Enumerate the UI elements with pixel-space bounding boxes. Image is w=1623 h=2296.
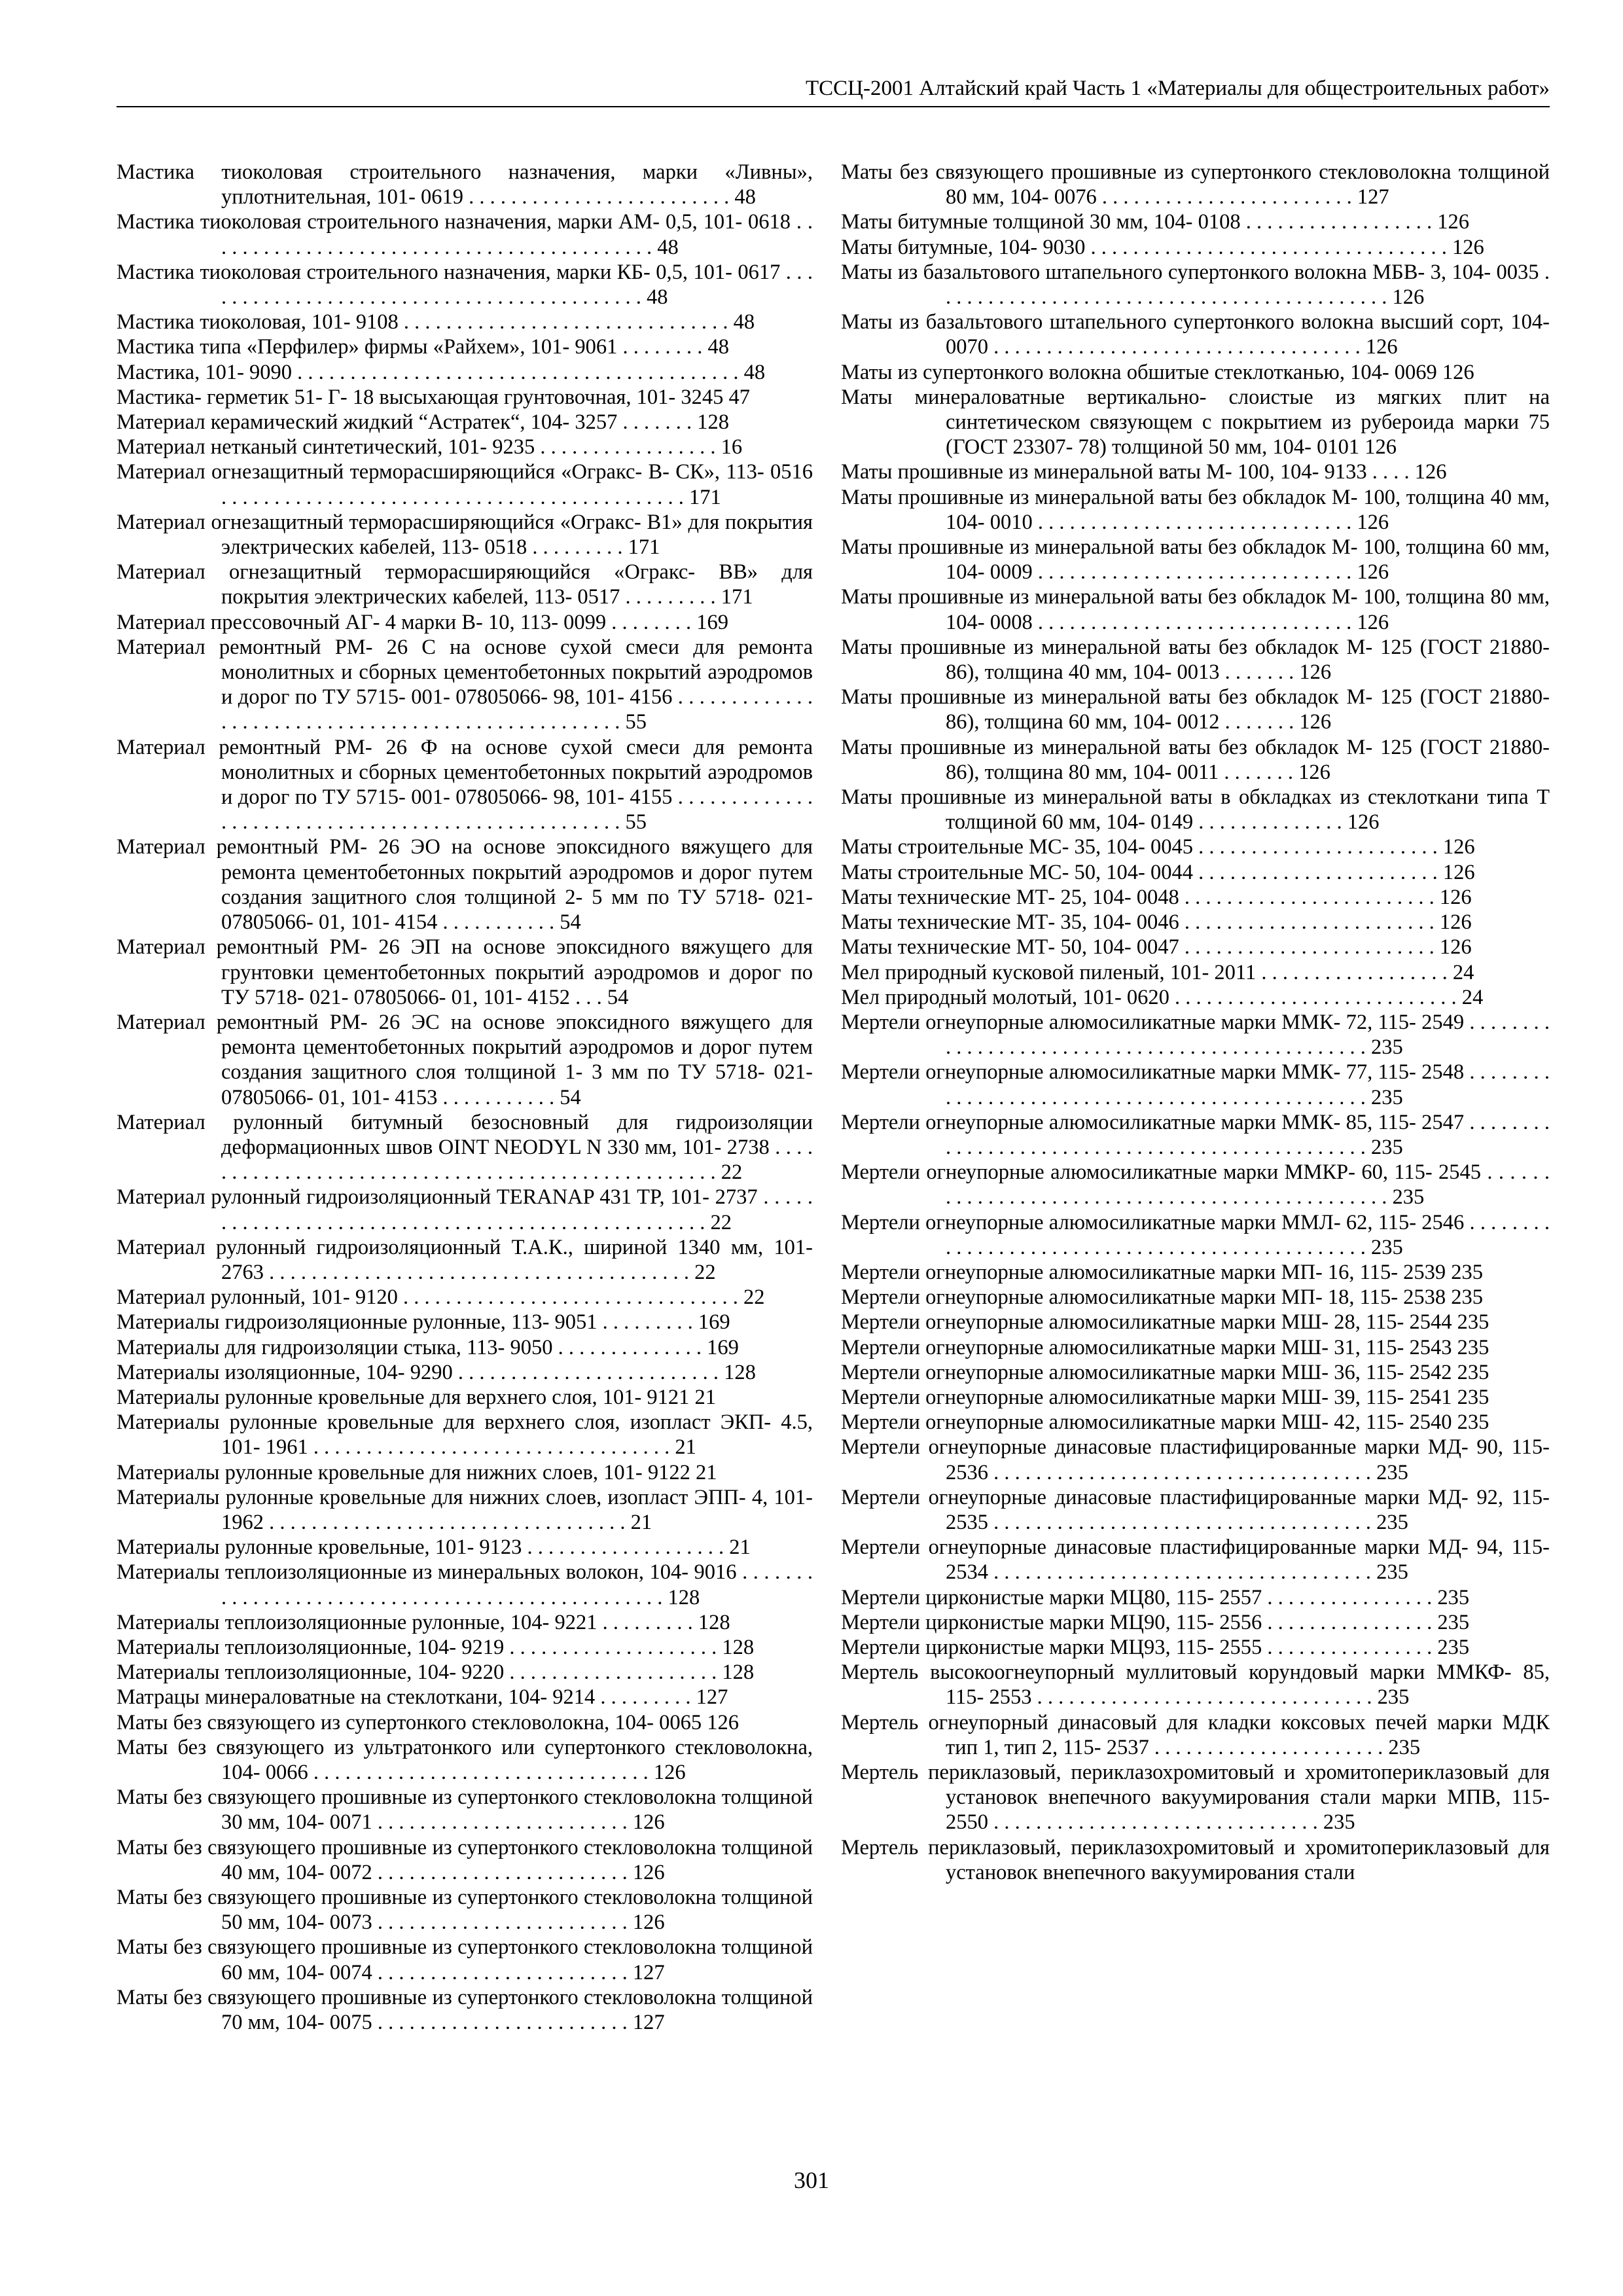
index-entry: Материалы гидроизоляционные рулонные, 113- 9051 . . . . . . . . . 169 xyxy=(116,1310,730,1335)
index-entry: Мертели огнеупорные алюмосиликатные марки МП- 16, 115- 2539 235 xyxy=(841,1260,1484,1284)
index-entry: Маты технические МТ- 35, 104- 0046 . . . . . . . . . . . . . . . . . . . . . . . . 126 xyxy=(841,910,1472,935)
index-entry: Маты технические МТ- 25, 104- 0048 . . . . . . . . . . . . . . . . . . . . . . . . 126 xyxy=(841,885,1472,909)
index-entry: Маты из супертонкого волокна обшитые стеклотканью, 104- 0069 126 xyxy=(841,360,1474,384)
page-number: 301 xyxy=(794,2167,829,2193)
index-column-left xyxy=(116,160,813,2035)
index-entry: Материал огнезащитный терморасширяющийся «Огракс- В- СК», 113- 0516 . . . . . . . . . . . . . . . . . . . . . . . . . . . . . . . . . . . . . . . . . . . . 171 xyxy=(116,460,813,509)
running-header xyxy=(116,73,1550,107)
index-entry: Маты из базальтового штапельного супертонкого волокна высший сорт, 104- 0070 . . . . . . . . . . . . . . . . . . . . . . . . . . . . . . . . . . . 126 xyxy=(841,310,1550,359)
index-entry: Мертели огнеупорные алюмосиликатные марки МП- 18, 115- 2538 235 xyxy=(841,1285,1484,1310)
index-entry: Маты без связующего прошивные из супертонкого стекловолокна толщиной 70 мм, 104- 0075 . . . . . . . . . . . . . . . . . . . . . . . . 127 xyxy=(116,1985,813,2035)
index-entry: Материал прессовочный АГ- 4 марки В- 10, 113- 0099 . . . . . . . . 169 xyxy=(116,610,729,634)
index-entry: Мертели огнеупорные алюмосиликатные марки МШ- 39, 115- 2541 235 xyxy=(841,1385,1489,1409)
index-entry: Мастика, 101- 9090 . . . . . . . . . . . . . . . . . . . . . . . . . . . . . . . . . . . . . . . . . . 48 xyxy=(116,360,766,384)
index-entry: Материалы рулонные кровельные для верхнего слоя, 101- 9121 21 xyxy=(116,1385,717,1409)
index-entry: Мертели огнеупорные алюмосиликатные марки ММК- 72, 115- 2549 . . . . . . . . . . . . . . . . . . . . . . . . . . . . . . . . . . . . . . . . . . . . . . . . 235 xyxy=(841,1010,1550,1060)
index-entry: Материал огнезащитный терморасширяющийся «Огракс- ВВ» для покрытия электрических кабелей, 113- 0517 . . . . . . . . . 171 xyxy=(116,560,813,609)
index-entry: Материал керамический жидкий “Астратек“, 104- 3257 . . . . . . . 128 xyxy=(116,410,729,435)
index-entry: Мел природный кусковой пиленый, 101- 2011 . . . . . . . . . . . . . . . . . . 24 xyxy=(841,960,1474,984)
page-footer xyxy=(0,2166,1623,2194)
index-entry: Маты прошивные из минеральной ваты без обкладок М- 125 (ГОСТ 21880- 86), толщина 80 мм, 104- 0011 . . . . . . . 126 xyxy=(841,735,1550,784)
index-entry: Материал ремонтный РМ- 26 ЭС на основе эпоксидного вяжущего для ремонта цементобетонных покрытий аэродромов и дорог путем создания защитного слоя толщиной 1- 3 мм по ТУ 5718- 021- 07805066- 01, 101- 4153 . . . . . . . . . . . 54 xyxy=(116,1010,813,1109)
index-entry: Материал рулонный битумный безосновный для гидроизоляции деформационных швов OINT NEODYL N 330 мм, 101- 2738 . . . . . . . . . . . . . . . . . . . . . . . . . . . . . . . . . . . . . . . . . . . . . . . . . . . 22 xyxy=(116,1110,813,1185)
index-entry: Материал рулонный гидроизоляционный TERANAP 431 TP, 101- 2737 . . . . . . . . . . . . . . . . . . . . . . . . . . . . . . . . . . . . . . . . . . . . . . . . . . . 22 xyxy=(116,1185,813,1234)
index-entry: Мастика типа «Перфилер» фирмы «Райхем», 101- 9061 . . . . . . . . 48 xyxy=(116,335,729,359)
index-entry: Мертель периклазовый, периклазохромитовый и хромитопериклазовый для установок внепечного вакуумирования стали xyxy=(841,1835,1550,1884)
index-entry: Маты прошивные из минеральной ваты в обкладках из стеклоткани типа Т толщиной 60 мм, 104- 0149 . . . . . . . . . . . . . . 126 xyxy=(841,785,1550,834)
index-entry: Маты без связующего прошивные из супертонкого стекловолокна толщиной 50 мм, 104- 0073 . . . . . . . . . . . . . . . . . . . . . . . . 126 xyxy=(116,1886,813,1935)
index-entry: Маты строительные МС- 50, 104- 0044 . . . . . . . . . . . . . . . . . . . . . . . 126 xyxy=(841,860,1475,884)
index-entry: Материалы рулонные кровельные для верхнего слоя, изопласт ЭКП- 4.5, 101- 1961 . . . . . . . . . . . . . . . . . . . . . . . . . . . . . . . . . . 21 xyxy=(116,1410,813,1460)
index-entry: Материалы для гидроизоляции стыка, 113- 9050 . . . . . . . . . . . . . . 169 xyxy=(116,1335,739,1359)
index-entry: Мертели огнеупорные алюмосиликатные марки ММК- 85, 115- 2547 . . . . . . . . . . . . . . . . . . . . . . . . . . . . . . . . . . . . . . . . . . . . . . . . 235 xyxy=(841,1110,1550,1159)
index-entry: Мертель огнеупорный динасовый для кладки коксовых печей марки МДК тип 1, тип 2, 115- 2537 . . . . . . . . . . . . . . . . . . . . . . 235 xyxy=(841,1710,1550,1759)
index-entry: Маты без связующего из супертонкого стекловолокна, 104- 0065 126 xyxy=(116,1710,739,1734)
index-entry: Мертели цирконистые марки МЦ90, 115- 2556 . . . . . . . . . . . . . . . . 235 xyxy=(841,1610,1470,1634)
index-entry: Маты строительные МС- 35, 104- 0045 . . . . . . . . . . . . . . . . . . . . . . . 126 xyxy=(841,835,1475,859)
index-entry: Материалы изоляционные, 104- 9290 . . . . . . . . . . . . . . . . . . . . . . . . . 128 xyxy=(116,1360,756,1384)
index-entry: Материалы теплоизоляционные рулонные, 104- 9221 . . . . . . . . . 128 xyxy=(116,1610,730,1634)
index-entry: Мертель периклазовый, периклазохромитовый и хромитопериклазовый для установок внепечного вакуумирования стали марки МПВ, 115- 2550 . . . . . . . . . . . . . . . . . . . . . . . . . . . . . . . 235 xyxy=(841,1761,1550,1835)
index-entry: Материал рулонный, 101- 9120 . . . . . . . . . . . . . . . . . . . . . . . . . . . . . . . . 22 xyxy=(116,1285,765,1310)
index-entry: Маты прошивные из минеральной ваты без обкладок М- 125 (ГОСТ 21880- 86), толщина 60 мм, 104- 0012 . . . . . . . 126 xyxy=(841,685,1550,734)
index-entry: Маты технические МТ- 50, 104- 0047 . . . . . . . . . . . . . . . . . . . . . . . . 126 xyxy=(841,935,1472,960)
index-entry: Маты битумные толщиной 30 мм, 104- 0108 . . . . . . . . . . . . . . . . . . 126 xyxy=(841,210,1469,234)
index-entry: Материал ремонтный РМ- 26 ЭП на основе эпоксидного вяжущего для грунтовки цементобетонных покрытий аэродромов и дорог по ТУ 5718- 021- 07805066- 01, 101- 4152 . . . 54 xyxy=(116,935,813,1009)
index-entry: Маты прошивные из минеральной ваты без обкладок М- 100, толщина 60 мм, 104- 0009 . . . . . . . . . . . . . . . . . . . . . . . . . . . . . . 126 xyxy=(841,535,1550,584)
index-entry: Мел природный молотый, 101- 0620 . . . . . . . . . . . . . . . . . . . . . . . . . . . 24 xyxy=(841,985,1484,1009)
index-entry: Мертели огнеупорные алюмосиликатные марки ММК- 77, 115- 2548 . . . . . . . . . . . . . . . . . . . . . . . . . . . . . . . . . . . . . . . . . . . . . . . . 235 xyxy=(841,1060,1550,1109)
index-entry: Материал ремонтный РМ- 26 С на основе сухой смеси для ремонта монолитных и сборных цементобетонных покрытий аэродромов и дорог по ТУ 5715- 001- 07805066- 98, 101- 4156 . . . . . . . . . . . . . . . . . . . . . . . . . . . . . . . . . . . . . . . . . . . . . . . . . . . 55 xyxy=(116,635,813,734)
index-entry: Мертели огнеупорные динасовые пластифицированные марки МД- 90, 115- 2536 . . . . . . . . . . . . . . . . . . . . . . . . . . . . . . . . . . . . 235 xyxy=(841,1435,1550,1484)
index-entry: Материалы рулонные кровельные, 101- 9123 . . . . . . . . . . . . . . . . . . . 21 xyxy=(116,1535,751,1560)
index-entry: Маты минераловатные вертикально- слоистые из мягких плит на синтетическом связующем с покрытием из рубероида марки 75 (ГОСТ 23307- 78) толщиной 50 мм, 104- 0101 126 xyxy=(841,385,1550,459)
index-entry: Маты без связующего прошивные из супертонкого стекловолокна толщиной 60 мм, 104- 0074 . . . . . . . . . . . . . . . . . . . . . . . . 127 xyxy=(116,1935,813,1984)
index-entry: Мастика тиоколовая строительного назначения, марки КБ- 0,5, 101- 0617 . . . . . . . . . . . . . . . . . . . . . . . . . . . . . . . . . . . . . . . . . . . 48 xyxy=(116,260,813,310)
index-entry: Материал ремонтный РМ- 26 ЭО на основе эпоксидного вяжущего для ремонта цементобетонных покрытий аэродромов и дорог путем создания защитного слоя толщиной 2- 5 мм по ТУ 5718- 021- 07805066- 01, 101- 4154 . . . . . . . . . . . 54 xyxy=(116,835,813,935)
index-entry: Материал рулонный гидроизоляционный Т.А.К., шириной 1340 мм, 101- 2763 . . . . . . . . . . . . . . . . . . . . . . . . . . . . . . . . . . . . . . . . 22 xyxy=(116,1235,813,1284)
index-entry: Маты прошивные из минеральной ваты М- 100, 104- 9133 . . . . 126 xyxy=(841,460,1447,484)
index-entry: Мертели огнеупорные алюмосиликатные марки МШ- 31, 115- 2543 235 xyxy=(841,1335,1489,1359)
index-entry: Маты прошивные из минеральной ваты без обкладок М- 100, толщина 40 мм, 104- 0010 . . . . . . . . . . . . . . . . . . . . . . . . . . . . . . 126 xyxy=(841,485,1550,534)
index-entry: Материалы рулонные кровельные для нижних слоев, изопласт ЭПП- 4, 101- 1962 . . . . . . . . . . . . . . . . . . . . . . . . . . . . . . . . . . 21 xyxy=(116,1485,813,1534)
index-entry: Мастика тиоколовая, 101- 9108 . . . . . . . . . . . . . . . . . . . . . . . . . . . . . . . 48 xyxy=(116,310,755,334)
index-entry: Маты без связующего прошивные из супертонкого стекловолокна толщиной 40 мм, 104- 0072 . . . . . . . . . . . . . . . . . . . . . . . . 126 xyxy=(116,1835,813,1884)
index-entry: Материал ремонтный РМ- 26 Ф на основе сухой смеси для ремонта монолитных и сборных цементобетонных покрытий аэродромов и дорог по ТУ 5715- 001- 07805066- 98, 101- 4155 . . . . . . . . . . . . . . . . . . . . . . . . . . . . . . . . . . . . . . . . . . . . . . . . . . . 55 xyxy=(116,735,813,834)
index-entry: Маты битумные, 104- 9030 . . . . . . . . . . . . . . . . . . . . . . . . . . . . . . . . . . 126 xyxy=(841,235,1484,259)
index-entry: Мертели огнеупорные алюмосиликатные марки МШ- 28, 115- 2544 235 xyxy=(841,1310,1489,1335)
index-entry: Материалы теплоизоляционные, 104- 9219 . . . . . . . . . . . . . . . . . . . . 128 xyxy=(116,1635,755,1659)
index-entry: Маты прошивные из минеральной ваты без обкладок М- 125 (ГОСТ 21880- 86), толщина 40 мм, 104- 0013 . . . . . . . 126 xyxy=(841,635,1550,685)
index-entry: Мертели огнеупорные алюмосиликатные марки ММЛ- 62, 115- 2546 . . . . . . . . . . . . . . . . . . . . . . . . . . . . . . . . . . . . . . . . . . . . . . . . 235 xyxy=(841,1210,1550,1259)
index-entry: Маты из базальтового штапельного супертонкого волокна МБВ- 3, 104- 0035 . . . . . . . . . . . . . . . . . . . . . . . . . . . . . . . . . . . . . . . . . . . 126 xyxy=(841,260,1550,310)
index-entry: Материалы теплоизоляционные, 104- 9220 . . . . . . . . . . . . . . . . . . . . 128 xyxy=(116,1660,755,1685)
index-entry: Маты без связующего прошивные из супертонкого стекловолокна толщиной 30 мм, 104- 0071 . . . . . . . . . . . . . . . . . . . . . . . . 126 xyxy=(116,1785,813,1835)
index-entry: Мертели цирконистые марки МЦ93, 115- 2555 . . . . . . . . . . . . . . . . 235 xyxy=(841,1635,1470,1659)
index-entry: Матрацы минераловатные на стеклоткани, 104- 9214 . . . . . . . . . 127 xyxy=(116,1685,728,1710)
index-entry: Мастика- герметик 51- Г- 18 высыхающая грунтовочная, 101- 3245 47 xyxy=(116,385,750,409)
index-entry: Мертели огнеупорные алюмосиликатные марки МШ- 42, 115- 2540 235 xyxy=(841,1410,1489,1435)
index-entry: Маты без связующего прошивные из супертонкого стекловолокна толщиной 80 мм, 104- 0076 . . . . . . . . . . . . . . . . . . . . . . . . 127 xyxy=(841,160,1550,209)
index-entry: Мертель высокоогнеупорный муллитовый корундовый марки ММКФ- 85, 115- 2553 . . . . . . . . . . . . . . . . . . . . . . . . . . . . . . . . 235 xyxy=(841,1660,1550,1710)
index-entry: Мертели цирконистые марки МЦ80, 115- 2557 . . . . . . . . . . . . . . . . 235 xyxy=(841,1585,1470,1609)
index-entry: Материал нетканый синтетический, 101- 9235 . . . . . . . . . . . . . . . . . 16 xyxy=(116,435,743,459)
index-column-right xyxy=(841,160,1550,1885)
index-entry: Мертели огнеупорные динасовые пластифицированные марки МД- 94, 115- 2534 . . . . . . . . . . . . . . . . . . . . . . . . . . . . . . . . . . . . 235 xyxy=(841,1535,1550,1585)
index-entry: Материалы рулонные кровельные для нижних слоев, 101- 9122 21 xyxy=(116,1460,717,1484)
header-title: ТССЦ-2001 Алтайский край Часть 1 «Материалы для общестроительных работ» xyxy=(805,77,1550,100)
index-entry: Мертели огнеупорные алюмосиликатные марки МШ- 36, 115- 2542 235 xyxy=(841,1360,1489,1384)
index-entry: Мертели огнеупорные алюмосиликатные марки ММКР- 60, 115- 2545 . . . . . . . . . . . . . . . . . . . . . . . . . . . . . . . . . . . . . . . . . . . . . . . . 235 xyxy=(841,1160,1550,1210)
index-entry: Мастика тиоколовая строительного назначения, марки «Ливны», уплотнительная, 101- 0619 . . . . . . . . . . . . . . . . . . . . . . . . . 48 xyxy=(116,160,813,209)
index-entry: Мастика тиоколовая строительного назначения, марки АМ- 0,5, 101- 0618 . . . . . . . . . . . . . . . . . . . . . . . . . . . . . . . . . . . . . . . . . . . 48 xyxy=(116,210,813,259)
index-entry: Маты прошивные из минеральной ваты без обкладок М- 100, толщина 80 мм, 104- 0008 . . . . . . . . . . . . . . . . . . . . . . . . . . . . . . 126 xyxy=(841,585,1550,634)
index-entry: Материалы теплоизоляционные из минеральных волокон, 104- 9016 . . . . . . . . . . . . . . . . . . . . . . . . . . . . . . . . . . . . . . . . . . . . . . . . . 128 xyxy=(116,1560,813,1609)
index-entry: Маты без связующего из ультратонкого или супертонкого стекловолокна, 104- 0066 . . . . . . . . . . . . . . . . . . . . . . . . . . . . . . . . 126 xyxy=(116,1735,813,1784)
index-entry: Материал огнезащитный терморасширяющийся «Огракс- В1» для покрытия электрических кабелей, 113- 0518 . . . . . . . . . 171 xyxy=(116,510,813,560)
index-entry: Мертели огнеупорные динасовые пластифицированные марки МД- 92, 115- 2535 . . . . . . . . . . . . . . . . . . . . . . . . . . . . . . . . . . . . 235 xyxy=(841,1485,1550,1534)
